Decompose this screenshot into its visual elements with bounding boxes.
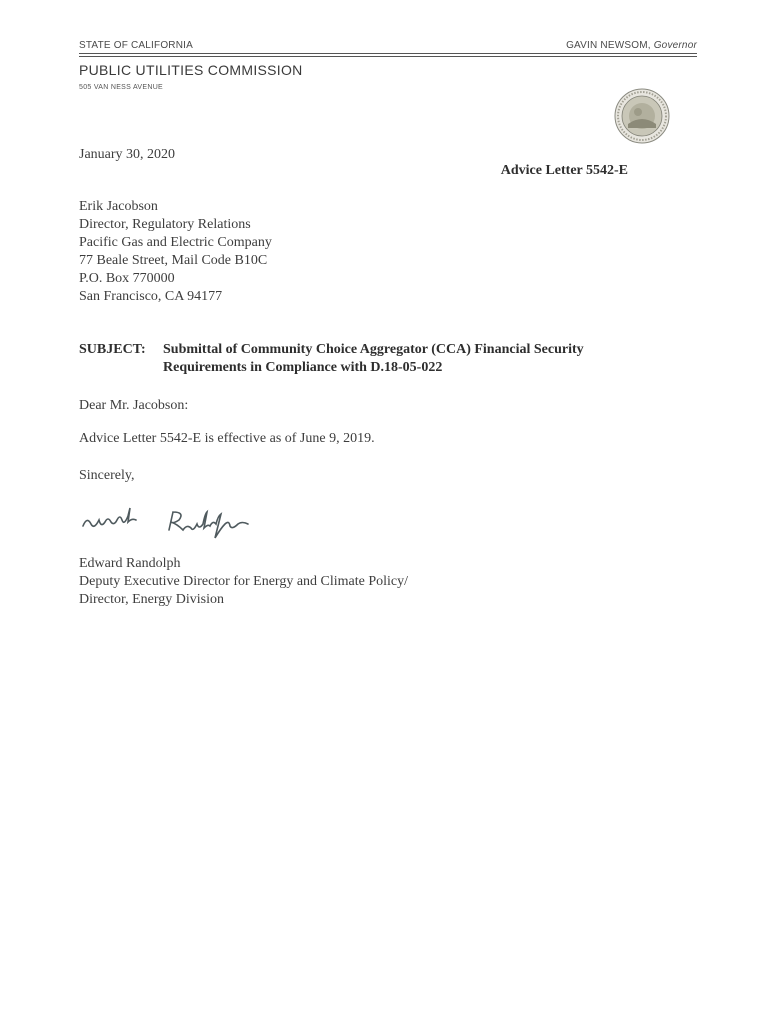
governor-title: Governor xyxy=(653,40,697,51)
letter-date: January 30, 2020 xyxy=(79,147,176,162)
signer-line: Director, Energy Division xyxy=(79,592,224,607)
recipient-line: P.O. Box 770000 xyxy=(79,271,175,286)
subject-line: Submittal of Community Choice Aggregator (CCA) Financial Security xyxy=(163,342,584,357)
body-paragraph: Advice Letter 5542-E is effective as of June 9, 2019. xyxy=(79,431,375,446)
salutation: Dear Mr. Jacobson: xyxy=(79,398,189,413)
governor xyxy=(566,40,697,51)
advice-letter-number: Advice Letter 5542-E xyxy=(500,163,628,178)
recipient-line: Pacific Gas and Electric Company xyxy=(79,235,272,250)
letterhead-top-line xyxy=(79,40,697,51)
subject-line: Requirements in Compliance with D.18-05-022 xyxy=(163,360,443,375)
recipient-line: 77 Beale Street, Mail Code B10C xyxy=(79,253,268,268)
subject-label: SUBJECT: xyxy=(79,342,146,357)
signer-line: Deputy Executive Director for Energy and Climate Policy/ xyxy=(79,574,409,589)
signature xyxy=(79,506,279,540)
agency-name: PUBLIC UTILITIES COMMISSION xyxy=(79,62,303,78)
state-name: STATE OF CALIFORNIA xyxy=(79,40,193,51)
header-rule xyxy=(79,56,697,57)
agency-address: 505 VAN NESS AVENUE xyxy=(79,84,164,91)
recipient-line: San Francisco, CA 94177 xyxy=(79,289,223,304)
state-seal-icon xyxy=(614,88,670,144)
subject-text xyxy=(163,341,639,377)
closing: Sincerely, xyxy=(79,468,135,483)
header-rule xyxy=(79,53,697,54)
recipient-line: Erik Jacobson xyxy=(79,199,158,214)
recipient-address xyxy=(79,198,272,306)
recipient-line: Director, Regulatory Relations xyxy=(79,217,251,232)
governor-name: GAVIN NEWSOM, xyxy=(566,40,654,51)
signer-line: Edward Randolph xyxy=(79,556,181,571)
signer-block xyxy=(79,555,408,609)
